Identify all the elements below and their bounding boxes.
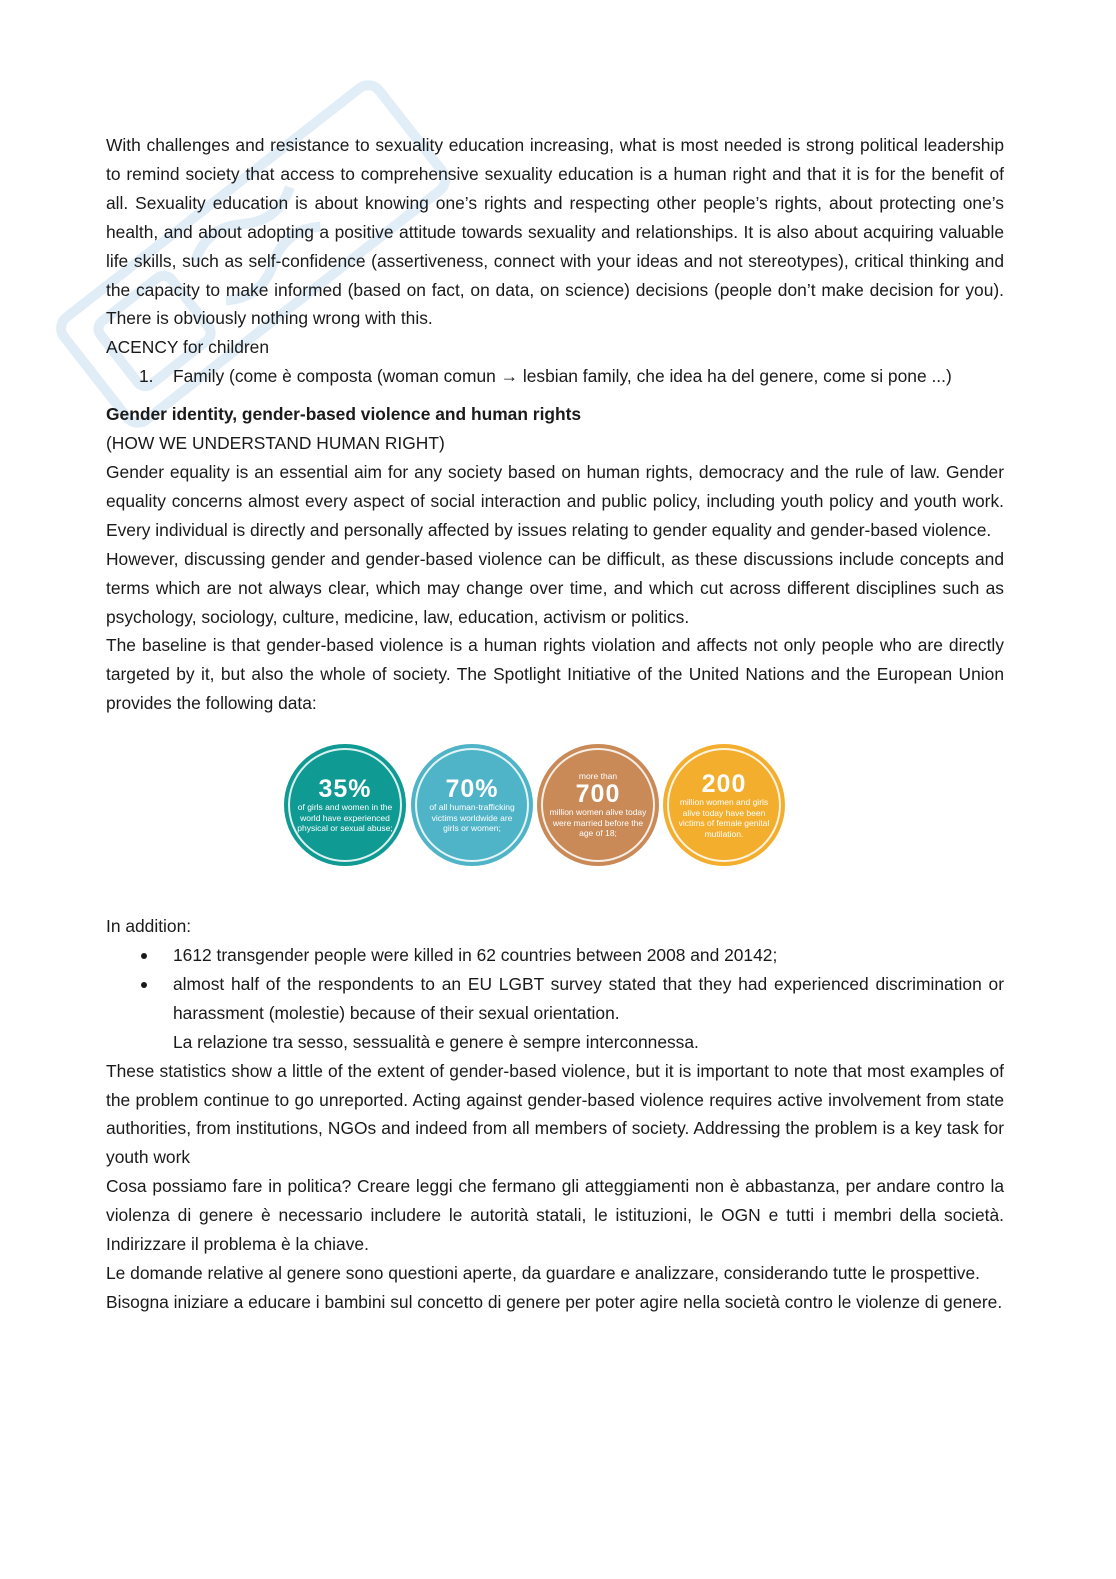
bullet-dot-icon bbox=[141, 953, 147, 959]
stat-circle-35 bbox=[284, 744, 406, 866]
stat-value: 200 bbox=[701, 770, 747, 799]
stat-text: of girls and women in the world have experienced physical or sexual abuse; bbox=[297, 802, 393, 834]
stat-text: of all human-trafficking victims worldwide are girls or women; bbox=[429, 802, 515, 834]
stat-circle-700 bbox=[537, 744, 659, 866]
stat-value: 35% bbox=[318, 775, 372, 804]
closing-paragraph: Le domande relative al genere sono questioni aperte, da guardare e analizzare, considerando tutte le prospettive. bbox=[106, 1263, 980, 1283]
list-item-text: Family (come è composta (woman comun → lesbian family, che idea ha del genere, come si pone ...) bbox=[173, 366, 952, 387]
bullet-item bbox=[106, 941, 1004, 970]
addition-label: In addition: bbox=[106, 916, 192, 937]
paragraph: However, discussing gender and gender-based violence can be difficult, as these discussions include concepts and terms which are not always clear, which may change over time, and which cut across different disciplines such as psychology, sociology, culture, medicine, law, education, activism or politics. bbox=[106, 548, 1004, 627]
stat-circle-70 bbox=[411, 744, 533, 866]
list-number: 1. bbox=[139, 366, 154, 387]
bullet-list bbox=[106, 941, 1004, 1028]
stat-pre: more than bbox=[578, 771, 618, 782]
section-heading: Gender identity, gender-based violence and human rights bbox=[106, 404, 582, 425]
section-subheading: (HOW WE UNDERSTAND HUMAN RIGHT) bbox=[106, 433, 445, 454]
agency-line: ACENCY for children bbox=[106, 337, 270, 358]
closing-paragraph: These statistics show a little of the extent of gender-based violence, but it is important to note that most examples of the problem continue to go unreported. Acting against gender-based violence requires active involvement from state authorities, from institutions, NGOs and indeed from all members of society. Addressing the problem is a key task for youth work bbox=[106, 1060, 1004, 1168]
stat-value: 700 bbox=[575, 780, 621, 809]
bullet-dot-icon bbox=[141, 982, 147, 988]
bullet-item bbox=[106, 970, 1004, 1028]
list-item bbox=[106, 362, 1004, 391]
paragraph: The baseline is that gender-based violence is a human rights violation and affects not only people who are directly targeted by it, but also the whole of society. The Spotlight Initiative of the United Nations and the European Union provides the following data: bbox=[106, 635, 1004, 714]
document-page bbox=[106, 131, 1004, 1317]
statistics-infographic bbox=[106, 744, 1004, 890]
closing-paragraph: Bisogna iniziare a educare i bambini sul concetto di genere per poter agire nella società contro le violenze di genere. bbox=[106, 1291, 1003, 1312]
stat-circle-200 bbox=[663, 744, 785, 866]
bullet-note: La relazione tra sesso, sessualità e genere è sempre interconnessa. bbox=[173, 1031, 699, 1052]
paragraph: Gender equality is an essential aim for any society based on human rights, democracy and the rule of law. Gender equality concerns almost every aspect of social interaction and public policy, including youth policy and youth work. Every individual is directly and personally affected by issues relating to gender equality and gender-based violence. bbox=[106, 461, 1004, 540]
stat-text: million women alive today were married before the age of 18; bbox=[549, 807, 647, 839]
intro-paragraph: With challenges and resistance to sexuality education increasing, what is most needed is strong political leadership to remind society that access to comprehensive sexuality education is a human right and that it is for the benefit of all. Sexuality education is about knowing one’s rights and respecting other people’s rights, about protecting one’s health, and about adopting a positive attitude towards sexuality and relationships. It is also about acquiring valuable life skills, such as self-confidence (assertiveness, connect with your ideas and not stereotypes), critical thinking and the capacity to make informed (based on fact, on data, on science) decisions (people don’t make decision for you). There is obviously nothing wrong with this. bbox=[106, 135, 1004, 329]
bullet-text: 1612 transgender people were killed in 62 countries between 2008 and 20142; bbox=[173, 945, 778, 966]
closing-paragraph: Cosa possiamo fare in politica? Creare leggi che fermano gli atteggiamenti non è abbastanza, per andare contro la violenza di genere è necessario includere le autorità statali, le istituzioni, le OGN e tutti i membri della società. Indirizzare il problema è la chiave. bbox=[106, 1176, 1004, 1255]
numbered-list bbox=[106, 362, 1004, 391]
bullet-text: almost half of the respondents to an EU LGBT survey stated that they had experienced discrimination or harassment (molestie) because of their sexual orientation. bbox=[173, 973, 1004, 1023]
stat-text: million women and girls alive today have been victims of female genital mutilation. bbox=[678, 797, 770, 839]
stat-value: 70% bbox=[445, 775, 499, 804]
